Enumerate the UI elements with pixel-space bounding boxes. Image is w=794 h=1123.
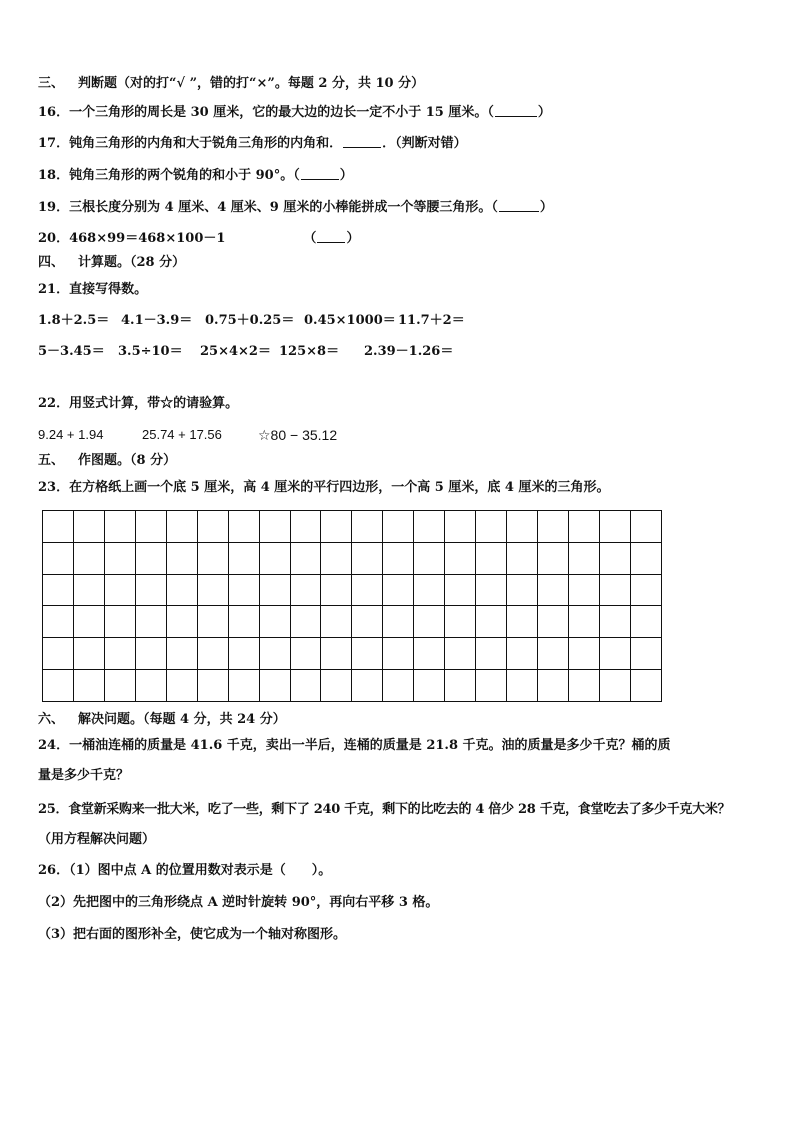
grid-cell[interactable] [135, 606, 166, 638]
grid-cell[interactable] [476, 638, 507, 670]
calc-item: 4.1－3.9＝ [121, 313, 193, 328]
grid-cell[interactable] [197, 574, 228, 606]
calc-item: 0.75＋0.25＝ [205, 313, 295, 328]
grid-cell[interactable] [73, 542, 104, 574]
grid-cell[interactable] [414, 511, 445, 543]
grid-cell[interactable] [228, 670, 259, 702]
section-5-heading [38, 452, 176, 470]
grid-cell[interactable] [476, 606, 507, 638]
calc-item: 5－3.45＝ [38, 344, 105, 359]
grid-cell[interactable] [630, 606, 661, 638]
grid-cell[interactable] [383, 574, 414, 606]
answer-blank[interactable] [343, 134, 381, 148]
grid-cell[interactable] [259, 574, 290, 606]
grid-cell[interactable] [445, 638, 476, 670]
calc-item: 0.45×1000＝ [304, 313, 396, 328]
grid-cell[interactable] [104, 511, 135, 543]
grid-cell[interactable] [104, 670, 135, 702]
grid-cell[interactable] [166, 511, 197, 543]
grid-cell[interactable] [507, 606, 538, 638]
grid-cell[interactable] [321, 606, 352, 638]
grid-cell[interactable] [197, 542, 228, 574]
grid-cell[interactable] [43, 542, 74, 574]
question-17-text: 17．钝角三角形的内角和大于锐角三角形的内角和． [38, 136, 343, 151]
grid-cell[interactable] [290, 542, 321, 574]
question-22-text: 22．用竖式计算，带☆的请验算。 [38, 396, 239, 411]
grid-cell[interactable] [43, 606, 74, 638]
grid-cell[interactable] [73, 670, 104, 702]
section-5-title: 作图题。（8 分） [78, 453, 177, 468]
question-19-text: 19．三根长度分别为 4 厘米、4 厘米、9 厘米的小棒能拼成一个等腰三角形。 [38, 200, 492, 215]
grid-cell[interactable] [228, 542, 259, 574]
grid-cell[interactable] [507, 670, 538, 702]
grid-cell[interactable] [259, 638, 290, 670]
grid-cell[interactable] [599, 606, 630, 638]
section-3-number: 三、 [38, 76, 65, 91]
section-4-title: 计算题。（28 分） [78, 255, 186, 270]
question-20-text: 20．468×99＝468×100－1 [38, 231, 226, 246]
grid-row [43, 542, 662, 574]
grid-cell[interactable] [197, 511, 228, 543]
grid-cell[interactable] [352, 606, 383, 638]
grid-cell[interactable] [290, 670, 321, 702]
grid-cell[interactable] [321, 574, 352, 606]
grid-cell[interactable] [228, 606, 259, 638]
grid-cell[interactable] [166, 638, 197, 670]
question-23 [38, 479, 609, 497]
grid-cell[interactable] [507, 542, 538, 574]
grid-cell[interactable] [321, 511, 352, 543]
grid-cell[interactable] [568, 511, 599, 543]
question-25-line-2: （用方程解决问题） [38, 832, 156, 847]
grid-cell[interactable] [73, 511, 104, 543]
vertical-calc-item: 25.74 + 17.56 [142, 427, 222, 442]
grid-cell[interactable] [507, 511, 538, 543]
grid-row [43, 606, 662, 638]
question-21-text: 21．直接写得数。 [38, 282, 148, 297]
grid-cell[interactable] [445, 670, 476, 702]
grid-cell[interactable] [476, 670, 507, 702]
grid-cell[interactable] [630, 574, 661, 606]
grid-cell[interactable] [352, 574, 383, 606]
grid-cell[interactable] [507, 574, 538, 606]
grid-cell[interactable] [104, 638, 135, 670]
grid-cell[interactable] [259, 670, 290, 702]
question-24-line-1: 24．一桶油连桶的质量是 41.6 千克，卖出一半后，连桶的质量是 21.8 千克。油的质量是多少千克？桶的质 [38, 738, 671, 753]
grid-cell[interactable] [476, 574, 507, 606]
section-6-number: 六、 [38, 712, 65, 727]
section-3-heading [38, 75, 424, 93]
question-20: 20．468×99＝468×100－1 （ ） [38, 231, 360, 246]
vertical-calc-item: 9.24 + 1.94 [38, 427, 104, 442]
grid-cell[interactable] [166, 606, 197, 638]
grid-cell[interactable] [197, 670, 228, 702]
grid-cell[interactable] [599, 574, 630, 606]
grid-cell[interactable] [135, 511, 166, 543]
grid-cell[interactable] [630, 542, 661, 574]
section-6-heading [38, 711, 286, 729]
grid-cell[interactable] [538, 542, 569, 574]
question-16-text: 16．一个三角形的周长是 30 厘米，它的最大边的边长一定不小于 15 厘米。 [38, 105, 488, 120]
question-23-text: 23．在方格纸上画一个底 5 厘米，高 4 厘米的平行四边形，一个高 5 厘米，底 4 厘米的三角形。 [38, 480, 610, 495]
grid-cell[interactable] [352, 638, 383, 670]
grid-cell[interactable] [414, 606, 445, 638]
grid-cell[interactable] [414, 638, 445, 670]
grid-cell[interactable] [43, 670, 74, 702]
calc-item: 25×4×2＝ [200, 344, 271, 359]
grid-cell[interactable] [43, 574, 74, 606]
grid-cell[interactable] [197, 606, 228, 638]
grid-cell[interactable] [507, 638, 538, 670]
answer-blank[interactable] [499, 198, 539, 212]
grid-cell[interactable] [599, 638, 630, 670]
question-26-part-2: （2）先把图中的三角形绕点 A 逆时针旋转 90°，再向右平移 3 格。 [38, 895, 439, 910]
grid-cell[interactable] [383, 638, 414, 670]
calc-item: 3.5÷10＝ [118, 344, 183, 359]
grid-cell[interactable] [352, 670, 383, 702]
grid-cell[interactable] [445, 511, 476, 543]
grid-cell[interactable] [104, 574, 135, 606]
grid-cell[interactable] [228, 574, 259, 606]
grid-cell[interactable] [352, 542, 383, 574]
grid-cell[interactable] [445, 606, 476, 638]
grid-row [43, 511, 662, 543]
grid-cell[interactable] [73, 638, 104, 670]
grid-cell[interactable] [321, 542, 352, 574]
grid-cell[interactable] [568, 670, 599, 702]
grid-cell[interactable] [290, 606, 321, 638]
calc-item: 125×8＝ [279, 344, 340, 359]
grid-cell[interactable] [73, 574, 104, 606]
question-24-line-2: 量是多少千克？ [38, 768, 130, 783]
question-19: 19．三根长度分别为 4 厘米、4 厘米、9 厘米的小棒能拼成一个等腰三角形。（ ） [38, 200, 553, 215]
grid-cell[interactable] [197, 638, 228, 670]
grid-cell[interactable] [321, 670, 352, 702]
grid-cell[interactable] [166, 574, 197, 606]
grid-cell[interactable] [383, 606, 414, 638]
question-26-part-3: （3）把右面的图形补全，使它成为一个轴对称图形。 [38, 927, 347, 942]
section-5-number: 五、 [38, 453, 65, 468]
question-25-line-1: 25．食堂新采购来一批大米，吃了一些，剩下了 240 千克，剩下的比吃去的 4 倍少 28 千克，食堂吃去了多少千克大米？ [38, 802, 731, 817]
grid-cell[interactable] [445, 542, 476, 574]
grid-cell[interactable] [166, 670, 197, 702]
grid-cell[interactable] [43, 511, 74, 543]
calc-item: 11.7＋2＝ [398, 313, 465, 328]
grid-cell[interactable] [414, 542, 445, 574]
answer-blank[interactable] [495, 103, 537, 117]
grid-cell[interactable] [538, 638, 569, 670]
grid-cell[interactable] [104, 606, 135, 638]
grid-cell[interactable] [290, 574, 321, 606]
answer-blank[interactable] [301, 166, 339, 180]
grid-cell[interactable] [259, 511, 290, 543]
grid-cell[interactable] [352, 511, 383, 543]
section-3-title: 判断题（对的打“√ ”，错的打“×”。每题 2 分，共 10 分） [78, 76, 425, 91]
calc-item: 1.8＋2.5＝ [38, 313, 110, 328]
grid-cell[interactable] [568, 638, 599, 670]
question-26-part-1: 26．（1）图中点 A 的位置用数对表示是（ ）。 [38, 863, 332, 878]
grid-cell[interactable] [445, 574, 476, 606]
grid-cell[interactable] [259, 542, 290, 574]
question-16: 16．一个三角形的周长是 30 厘米，它的最大边的边长一定不小于 15 厘米。（ ） [38, 105, 551, 120]
grid-cell[interactable] [476, 511, 507, 543]
answer-blank[interactable] [317, 229, 345, 243]
grid-cell[interactable] [321, 638, 352, 670]
question-18-text: 18．钝角三角形的两个锐角的和小于 90°。 [38, 168, 294, 183]
grid-cell[interactable] [538, 574, 569, 606]
grid-cell[interactable] [383, 542, 414, 574]
section-6-title: 解决问题。（每题 4 分，共 24 分） [78, 712, 286, 727]
calc-item: 2.39－1.26＝ [364, 344, 454, 359]
section-4-number: 四、 [38, 255, 65, 270]
grid-cell[interactable] [599, 670, 630, 702]
square-grid-paper[interactable] [42, 510, 662, 702]
grid-cell[interactable] [166, 542, 197, 574]
grid-cell[interactable] [135, 670, 166, 702]
vertical-calc-item-starred: ☆80 − 35.12 [258, 427, 338, 443]
grid-cell[interactable] [228, 638, 259, 670]
grid-cell[interactable] [630, 638, 661, 670]
section-4-heading [38, 254, 185, 272]
grid-cell[interactable] [414, 574, 445, 606]
grid-cell[interactable] [135, 574, 166, 606]
grid-cell[interactable] [73, 606, 104, 638]
grid-row [43, 670, 662, 702]
grid-cell[interactable] [259, 606, 290, 638]
grid-cell[interactable] [630, 670, 661, 702]
grid-row [43, 638, 662, 670]
grid-cell[interactable] [538, 606, 569, 638]
question-21 [38, 281, 147, 299]
grid-cell[interactable] [290, 638, 321, 670]
question-22 [38, 395, 238, 413]
grid-cell[interactable] [476, 542, 507, 574]
grid-cell[interactable] [383, 670, 414, 702]
grid-cell[interactable] [414, 670, 445, 702]
grid-cell[interactable] [383, 511, 414, 543]
question-18: 18．钝角三角形的两个锐角的和小于 90°。（ ） [38, 168, 353, 183]
grid-cell[interactable] [538, 670, 569, 702]
grid-cell[interactable] [630, 511, 661, 543]
grid-cell[interactable] [599, 542, 630, 574]
grid-cell[interactable] [568, 574, 599, 606]
grid-row [43, 574, 662, 606]
grid-cell[interactable] [568, 542, 599, 574]
question-17 [38, 134, 467, 153]
grid-cell[interactable] [568, 606, 599, 638]
grid-cell[interactable] [228, 511, 259, 543]
grid-cell[interactable] [43, 638, 74, 670]
question-17-suffix: ．（判断对错） [382, 136, 467, 151]
grid-cell[interactable] [135, 638, 166, 670]
grid-cell[interactable] [135, 542, 166, 574]
grid-cell[interactable] [538, 511, 569, 543]
grid-cell[interactable] [104, 542, 135, 574]
grid-cell[interactable] [290, 511, 321, 543]
grid-cell[interactable] [599, 511, 630, 543]
